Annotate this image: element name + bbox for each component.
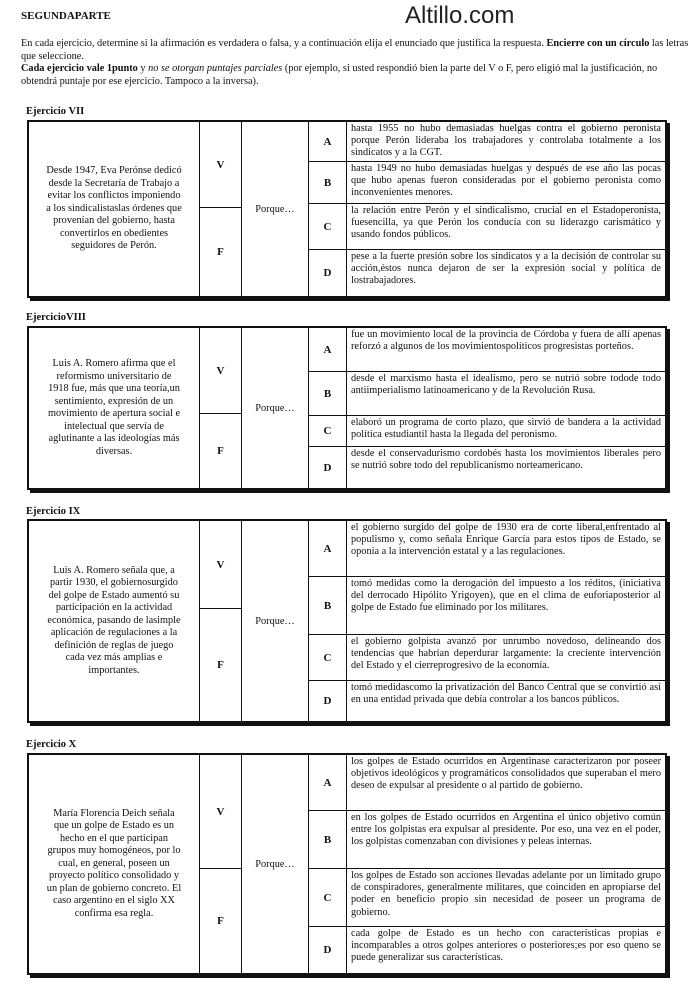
porque-label: Porque…	[242, 521, 309, 721]
option-a-letter[interactable]: A	[309, 328, 347, 372]
option-c-text: el gobierno golpista avanzó por unrumbo novedoso, delineando dos tendencias que habrían deperdurar largamente: la creciente intervención del Estado y el cierreprogresivo de la economía.	[347, 635, 665, 681]
option-b-text: tomó medidas como la derogación del impuesto a los réditos, (iniciativa del derrocado Hipólito Yrigoyen), que en el clima de euforiaposterior al golpe de Estado fue eliminado por los militares.	[347, 577, 665, 635]
instr-text: En cada ejercicio, determine si la afirmación es verdadera o falsa, y a continuación elija el enunciado que justifica la respuesta.	[21, 38, 547, 49]
false-option[interactable]: F	[200, 609, 242, 721]
option-d-text: cada golpe de Estado es un hecho con características propias e incomparables a otros golpes anteriores o posteriores;es por eso queno se puede generalizar sus características.	[351, 928, 661, 964]
instr-text: y	[137, 63, 149, 74]
exercise-8-table	[27, 326, 667, 490]
option-a-text: los golpes de Estado ocurridos en Argentinase caracterizaron por poseer objetivos ideológicos y programáticos consolidados que superaban el mero deseo de expulsar al presidente o al partido de gobierno.	[347, 755, 665, 811]
instructions-line-1	[21, 38, 691, 63]
exercise-9-title: Ejercicio IX	[26, 506, 81, 517]
option-d-text: desde el conservadurismo cordobés hasta los movimientos liberales pero se nutrió sobre todo del republicanismo norteamericano.	[351, 448, 661, 472]
instr-text: (por ejemplo, si usted respondió bien la parte del V o F, pero eligió mal la justificación, no obtendrá puntaje por ese ejercicio. Tampoco a la inversa).	[21, 63, 658, 87]
instr-bold: Cada ejercicio vale 1punto	[21, 63, 138, 74]
option-d-letter[interactable]: D	[309, 681, 347, 721]
exercise-7-title: Ejercicio VII	[26, 106, 85, 117]
option-a-letter[interactable]: A	[309, 521, 347, 577]
option-b-letter[interactable]: B	[309, 162, 347, 204]
option-c-text: los golpes de Estado son acciones llevadas adelante por un limitado grupo de conspiradores, generalmente militares, que coinciden en apropiarse del poder en beneficio propio sin necesidad de poseer un programa de gobierno.	[347, 869, 665, 927]
exercise-10-title: Ejercicio X	[26, 739, 77, 750]
true-option[interactable]: V	[200, 122, 242, 208]
option-a-text: el gobierno surgido del golpe de 1930 era de corte liberal,enfrentado al populismo y, como señala Enrique García para estos tipos de Estado, se oponía a la intervención estatal y a las regulaciones.	[347, 521, 665, 577]
option-c-text: elaboró un programa de corto plazo, que sirvió de bandera a la actividad política estudiantil hasta la llegada del peronismo.	[347, 416, 665, 447]
true-option[interactable]: V	[200, 755, 242, 869]
false-option[interactable]: F	[200, 414, 242, 488]
option-c-text: la relación entre Perón y el sindicalismo, crucial en el Estadoperonista, fuesencilla, ya que Perón los conducía con su liderazgo carismático y usando fondos públicos.	[347, 204, 665, 250]
exercise-statement: Luis A. Romero señala que, a partir 1930, el gobiernosurgido del golpe de Estado aumentó su participación en la actividad económica, pasando de lasimple aplicación de regulaciones a la definición de reglas de juego cada vez más amplias e importantes.	[29, 521, 200, 721]
option-d-text: tomó medidascomo la privatización del Banco Central que se convirtió así en una entidad privada que debía controlar a los bancos públicos.	[351, 682, 661, 706]
option-a-letter[interactable]: A	[309, 755, 347, 811]
instructions-line-2	[21, 63, 691, 88]
option-b-text: en los golpes de Estado ocurridos en Argentina el único objetivo común entre los golpistas era expulsar al presidente. Por eso, una vez en el poder, los golpistas comenzaban con divisiones y peleas internas.	[347, 811, 665, 869]
porque-label: Porque…	[242, 328, 309, 488]
exercise-statement: Luis A. Romero afirma que el reformismo universitario de 1918 fue, más que una teoría,un sentimiento, expresión de un movimiento de apertura social e intelectual que servía de aglutinante a las ideologías más diversas.	[29, 328, 200, 488]
porque-label: Porque…	[242, 755, 309, 973]
false-option[interactable]: F	[200, 869, 242, 973]
exercise-statement: María Florencia Deich señala que un golpe de Estado es un hecho en el que participan grupos muy homogéneos, por lo cual, en general, poseen un proyecto político consolidado y un plan de gobierno concreto. El caso argentino en el siglo XX confirma esa regla.	[29, 755, 200, 973]
option-c-letter[interactable]: C	[309, 204, 347, 250]
option-d-text: pese a la fuerte presión sobre los sindicatos y a la decisión de controlar su acción,éstos nunca dejaron de ser la expresión social y política de lostrabajadores.	[351, 251, 661, 287]
option-c-letter[interactable]: C	[309, 635, 347, 681]
instr-text: las letras que seleccione.	[21, 38, 689, 62]
option-d-letter[interactable]: D	[309, 250, 347, 296]
instr-bold: Encierre con un círculo	[546, 38, 650, 49]
exercise-statement: Desde 1947, Eva Perónse dedicó desde la Secretaría de Trabajo a evitar los conflictos imponiendo a los sindicalistaslas órdenes que provenían del gobierno, hasta convertirlos en obedientes seguidores de Perón.	[29, 122, 200, 296]
instr-italic: no se otorgan puntajes parciales	[148, 63, 283, 74]
site-watermark: Altillo.com	[405, 2, 515, 29]
exercise-9-table	[27, 519, 667, 723]
false-option[interactable]: F	[200, 208, 242, 296]
option-a-text: fue un movimiento local de la provincia de Córdoba y fuera de allí apenas reforzó a algunos de los movimientospolíticos progresistas porteños.	[347, 328, 665, 372]
option-b-letter[interactable]: B	[309, 811, 347, 869]
option-a-letter[interactable]: A	[309, 122, 347, 162]
exercise-8-title: EjercicioVIII	[26, 312, 86, 323]
option-c-letter[interactable]: C	[309, 869, 347, 927]
option-b-text: hasta 1949 no hubo demasiadas huelgas y después de ese año las pocas que hubo apenas fueron consideradas por el gobierno peronista como inconvenientes menores.	[347, 162, 665, 204]
section-heading: SEGUNDAPARTE	[21, 10, 111, 22]
instructions	[21, 38, 691, 88]
option-a-text: hasta 1955 no hubo demasiadas huelgas contra el gobierno peronista porque Perón lideraba los trabajadores y controlaba totalmente a los sindicatos y a la CGT.	[347, 122, 665, 162]
option-b-letter[interactable]: B	[309, 577, 347, 635]
option-b-text: desde el marxismo hasta el idealismo, pero se nutrió sobre todode todo antiimperialismo latinoamericano y de la Revolución Rusa.	[347, 372, 665, 416]
option-d-letter[interactable]: D	[309, 927, 347, 973]
true-option[interactable]: V	[200, 521, 242, 609]
option-b-letter[interactable]: B	[309, 372, 347, 416]
option-d-letter[interactable]: D	[309, 447, 347, 488]
exercise-7-table	[27, 120, 667, 298]
porque-label: Porque…	[242, 122, 309, 296]
true-option[interactable]: V	[200, 328, 242, 414]
exercise-10-table	[27, 753, 667, 975]
option-c-letter[interactable]: C	[309, 416, 347, 447]
